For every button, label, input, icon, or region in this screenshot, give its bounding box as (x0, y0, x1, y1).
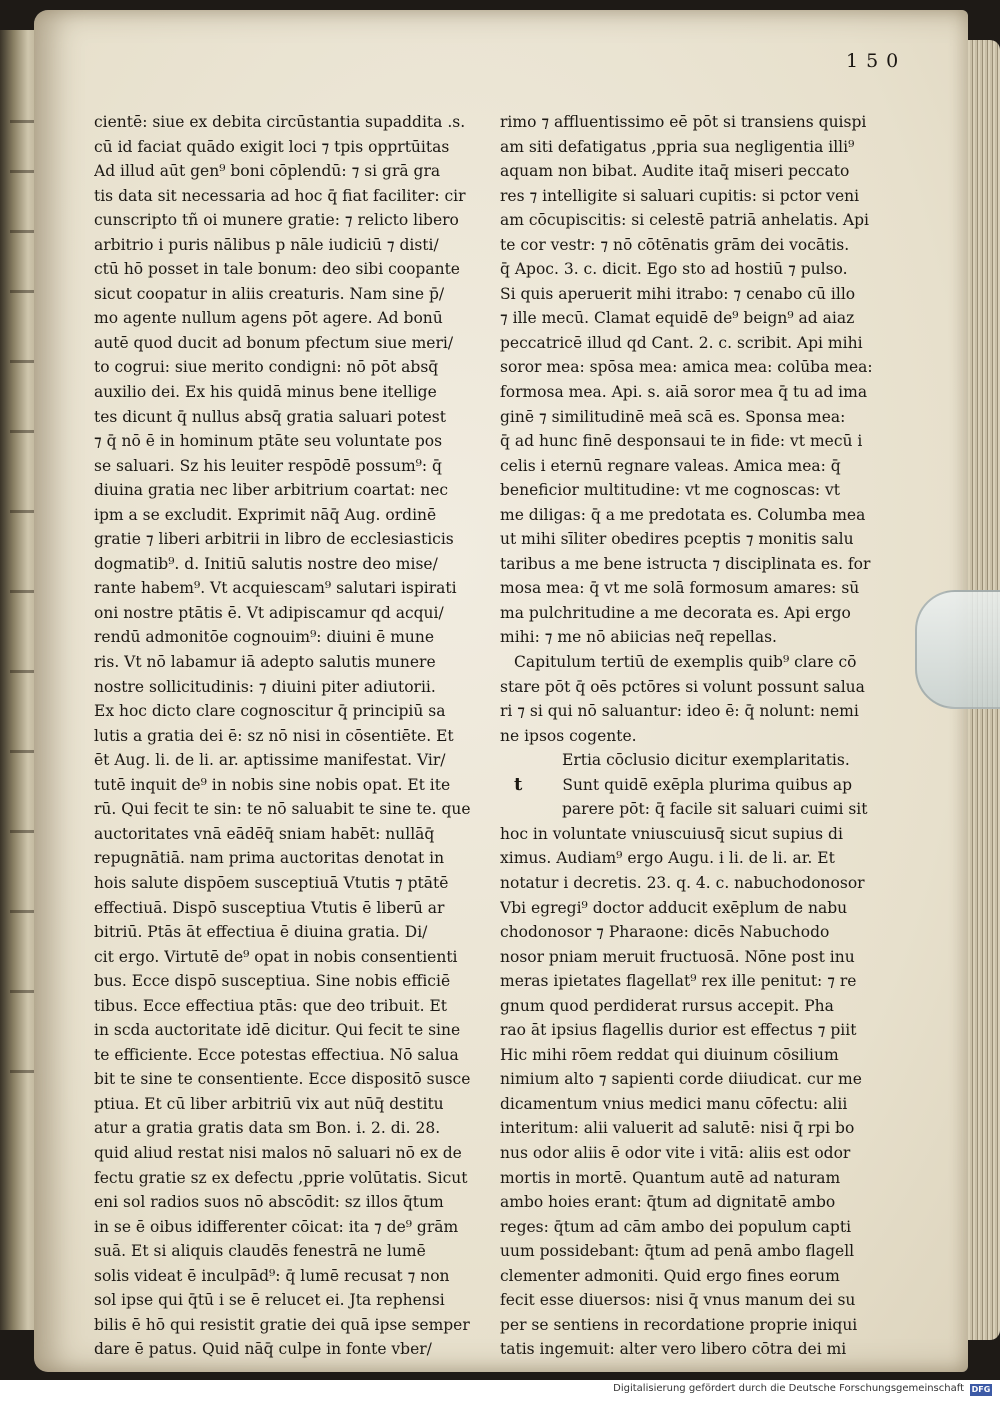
text-line: cit ergo. Virtutē de⁹ opat in nobis consentienti (94, 947, 458, 966)
text-line: taribus a me bene istructa ⁊ disciplinata es. for (500, 554, 871, 573)
text-line: soror mea: spōsa mea: amica mea: colūba mea: (500, 358, 873, 377)
text-line: solis videat ē inculpād⁹: q̄ lumē recusat ⁊ non (94, 1266, 450, 1285)
text-line: repugnātiā. nam prima auctoritas denotat in (94, 849, 445, 868)
text-line: ut mihi sīliter obedires pceptis ⁊ monitis salu (500, 530, 854, 549)
text-line: meras ipietates flagellat⁹ rex ille penitut: ⁊ re (500, 972, 857, 991)
text-line: se saluari. Sz his leuiter respōdē possum⁹: q̄ (94, 456, 442, 475)
page-clip (915, 590, 1000, 709)
text-line: hoc in voluntate vniuscuiusq̄ sicut supius di (500, 824, 843, 843)
text-line: res ⁊ intelligite si saluari cupitis: si pctor veni (500, 186, 860, 205)
text-line: reges: q̄tum ad cām ambo dei populum capti (500, 1217, 852, 1236)
text-line: notatur i decretis. 23. q. 4. c. nabuchodonosor (500, 873, 865, 892)
text-line: diuina gratia nec liber arbitrium coartat: nec (94, 481, 449, 500)
text-line: dicamentum vnius medici manu cōfectu: alii (500, 1094, 848, 1113)
text-line: in se ē oibus idifferenter cōicat: ita ⁊ de⁹ grām (94, 1217, 459, 1236)
text-line: nostre sollicitudinis: ⁊ diuini piter adiutorii. (94, 677, 436, 696)
text-line: gnum quod perdiderat rursus accepit. Pha (500, 996, 834, 1015)
text-line: stare pōt q̄ oēs pctōres si volunt possunt salua (500, 677, 865, 696)
text-line: per se sentiens in recordatione proprie iniqui (500, 1315, 858, 1334)
text-line: Hic mihi rōem reddat qui diuinum cōsilium (500, 1045, 839, 1064)
text-line: dare ē patus. Quid nāq̄ culpe in fonte vber/ (94, 1340, 432, 1359)
text-line: peccatricē illud qd Cant. 2. c. scribit. Api mihi (500, 333, 863, 352)
text-line: nosor pniam meruit fructuosā. Nōne post inu (500, 947, 855, 966)
text-line: atur a gratia gratis data sm Bon. i. 2. di. 28. (94, 1119, 441, 1138)
text-line: uum possidebant: q̄tum ad penā ambo flagell (500, 1242, 855, 1261)
text-line: am siti defatigatus ,ppria sua negligentia illi⁹ (500, 137, 855, 156)
text-line: mo agente nullum agens pōt agere. Ad bonū (94, 309, 443, 328)
text-line: Ertia cōclusio dicitur exemplaritatis. (562, 751, 850, 770)
book-page (34, 10, 968, 1372)
text-line: te cor vestr: ⁊ nō cōtēnatis grām dei vocātis. (500, 235, 850, 254)
text-line: mosa mea: q̄ vt me solā formosum amares: sū (500, 579, 860, 598)
digitization-credit: Digitalisierung gefördert durch die Deutsche Forschungsgemeinschaft (613, 1383, 964, 1394)
text-line: bit te sine te consentiente. Ecce dispositō susce (94, 1070, 471, 1089)
text-line: to cogrui: siue merito condigni: nō pōt absq̄ (94, 358, 439, 377)
text-line: chodonosor ⁊ Pharaone: dicēs Nabuchodo (500, 923, 830, 942)
text-line: autē quod ducit ad bonum pfectum siue meri/ (94, 333, 454, 352)
text-line (500, 773, 930, 798)
text-line: cientē: siue ex debita circūstantia supaddita .s. (94, 113, 466, 131)
text-line: hois salute dispōem susceptiuā Vtutis ⁊ ptātē (94, 873, 449, 892)
text-line: dogmatib⁹. d. Initiū salutis nostre deo mise/ (94, 554, 438, 573)
text-line: ambo hoies erant: q̄tum ad dignitatē ambo (500, 1193, 836, 1212)
text-line: ⁊ q̄ nō ē in hominum ptāte seu voluntate pos (94, 432, 443, 451)
text-line: ma pulchritudine a me decorata es. Api ergo (500, 603, 851, 622)
text-line: tis data sit necessaria ad hoc q̄ fiat faciliter: cir (94, 186, 466, 205)
text-line: q̄ ad hunc finē desponsaui te in fide: vt mecū i (500, 432, 863, 451)
text-line: ris. Vt nō labamur iā adepto salutis munere (94, 653, 436, 672)
text-line: ctū hō posset in tale bonum: deo sibi coopante (94, 260, 460, 279)
text-line: sol ipse qui q̄tū i se ē relucet ei. Jta rephensi (94, 1291, 445, 1310)
text-line: auxilio dei. Ex his quidā minus bene itellige (94, 383, 437, 402)
text-line: tibus. Ecce effectiua ptās: que deo tribuit. Et (94, 996, 447, 1015)
text-line: celis i eternū regnare valeas. Amica mea: q̄ (500, 456, 841, 475)
text-line: ximus. Audiam⁹ ergo Augu. i li. de li. ar. Et (500, 849, 835, 868)
text-line: ri ⁊ si qui nō saluantur: ideo ē: q̄ nolunt: nemi (500, 702, 859, 721)
text-line: fecit esse diuersos: nisi q̄ vnus manum dei su (500, 1291, 856, 1310)
text-line: rao āt ipsius flagellis durior est effectus ⁊ piit (500, 1021, 857, 1040)
text-line: cunscripto tñ oi munere gratie: ⁊ relicto libero (94, 211, 459, 230)
text-line: rū. Qui fecit te sin: te nō saluabit te sine te. que (94, 800, 471, 819)
text-line: tutē inquit de⁹ in nobis sine nobis opat. Et ite (94, 775, 451, 794)
text-line: in scda auctoritate idē dicitur. Qui fecit te sine (94, 1021, 461, 1040)
text-line: oni nostre ptātis ē. Vt adipiscamur qd acqui/ (94, 603, 444, 622)
text-line: Ad illud aūt gen⁹ boni cōplendū: ⁊ si grā gra (94, 162, 441, 181)
text-line: rendū admonitōe cognouim⁹: diuini ē mune (94, 628, 435, 647)
text-line: tatis ingemuit: alter vero libero cōtra dei mi (500, 1340, 847, 1359)
text-line: parere pōt: q̄ facile sit saluari cuimi sit (562, 800, 868, 819)
text-line: ⁊ ille mecū. Clamat equidē de⁹ beign⁹ ad aiaz (500, 309, 855, 328)
text-line: sicut coopatur in aliis creaturis. Nam sine p̄/ (94, 284, 445, 303)
text-line: ne ipsos cogente. (500, 726, 637, 745)
folio-number: 150 (846, 50, 907, 72)
text-line: Ex hoc dicto clare cognoscitur q̄ principiū sa (94, 702, 446, 721)
text-line: nimium alto ⁊ sapienti corde diiudicat. cur me (500, 1070, 862, 1089)
text-line: ginē ⁊ similitudinē meā scā es. Sponsa mea: (500, 407, 846, 426)
text-line: effectiuā. Dispō susceptiua Vtutis ē liberū ar (94, 898, 445, 917)
footer-bar (0, 1380, 1000, 1401)
text-line: gratie ⁊ liberi arbitrii in libro de ecclesiasticis (94, 530, 454, 549)
text-line: bus. Ecce dispō susceptiua. Sine nobis efficiē (94, 972, 451, 991)
text-line-content: Sunt quidē exēpla plurima quibus ap (562, 775, 852, 794)
text-line: clementer admoniti. Quid ergo fines eorum (500, 1266, 840, 1285)
text-line: am cōcupiscitis: si celestē patriā anhelatis. Api (500, 211, 869, 230)
text-line: interitum: alii valuerit ad salutē: nisi q̄ rpi bo (500, 1119, 855, 1138)
text-line: bilis ē hō qui resistit gratie dei quā ipse semper (94, 1315, 470, 1334)
text-line: ptiua. Et cū liber arbitriū vix aut nūq̄ destitu (94, 1094, 444, 1113)
text-line: me diligas: q̄ a me predotata es. Columba mea (500, 505, 866, 524)
text-line: lutis a gratia dei ē: sz nō nisi in cōsentiēte. Et (94, 726, 454, 745)
right-text-column (500, 110, 930, 1362)
text-line: mortis in mortē. Quantum autē ad naturam (500, 1168, 841, 1187)
text-line: q̄ Apoc. 3. c. dicit. Ego sto ad hostiū ⁊ pulso. (500, 260, 848, 279)
text-line: formosa mea. Api. s. aiā soror mea q̄ tu ad ima (500, 383, 868, 402)
text-line: eni sol radios suos nō abscōdit: sz illos q̄tum (94, 1193, 444, 1212)
text-line: suā. Et si aliquis claudēs fenestrā ne lumē (94, 1242, 426, 1261)
text-line: te efficiente. Ecce potestas effectiua. Nō salua (94, 1045, 459, 1064)
text-line: rante habem⁹. Vt acquiescam⁹ salutari ispirati (94, 579, 457, 598)
text-line: quid aliud restat nisi malos nō saluari nō ex de (94, 1143, 462, 1162)
text-line: ipm a se excludit. Exprimit nāq̄ Aug. ordinē (94, 505, 437, 524)
text-line: Capitulum tertiū de exemplis quib⁹ clare cō (514, 653, 857, 672)
text-line: fectu gratie sz ex defectu ,pprie volūtatis. Sicut (94, 1168, 468, 1187)
text-line: auctoritates vnā eādēq̄ sniam habēt: nullāq̄ (94, 824, 435, 843)
text-line: mihi: ⁊ me nō abiicias neq̄ repellas. (500, 628, 777, 647)
text-line: beneficior multitudine: vt me cognoscas: vt (500, 481, 841, 500)
text-line: cū id faciat quādo exigit loci ⁊ tpis opprtūitas (94, 137, 450, 156)
left-text-column (94, 110, 494, 1362)
text-line: ēt Aug. li. de li. ar. aptissime manifestat. Vir/ (94, 751, 446, 770)
text-line: arbitrio i puris nālibus p nāle iudiciū ⁊ disti/ (94, 235, 439, 254)
text-line: nus odor aliis ē odor vite i vitā: aliis est odor (500, 1143, 851, 1162)
text-line: aquam non bibat. Audite itaq̄ miseri peccato (500, 162, 850, 181)
initial-letter: t (514, 773, 523, 795)
dfg-logo: DFG (971, 1385, 991, 1394)
text-line: rimo ⁊ affluentissimo eē pōt si transiens quispi (500, 113, 867, 131)
text-line: Si quis aperuerit mihi itrabo: ⁊ cenabo cū illo (500, 284, 856, 303)
text-line: bitriū. Ptās āt effectiua ē diuina gratia. Di/ (94, 923, 428, 942)
text-line: Vbi egregi⁹ doctor adducit exēplum de nabu (500, 898, 848, 917)
text-line: tes dicunt q̄ nullus absq̄ gratia saluari potest (94, 407, 446, 426)
